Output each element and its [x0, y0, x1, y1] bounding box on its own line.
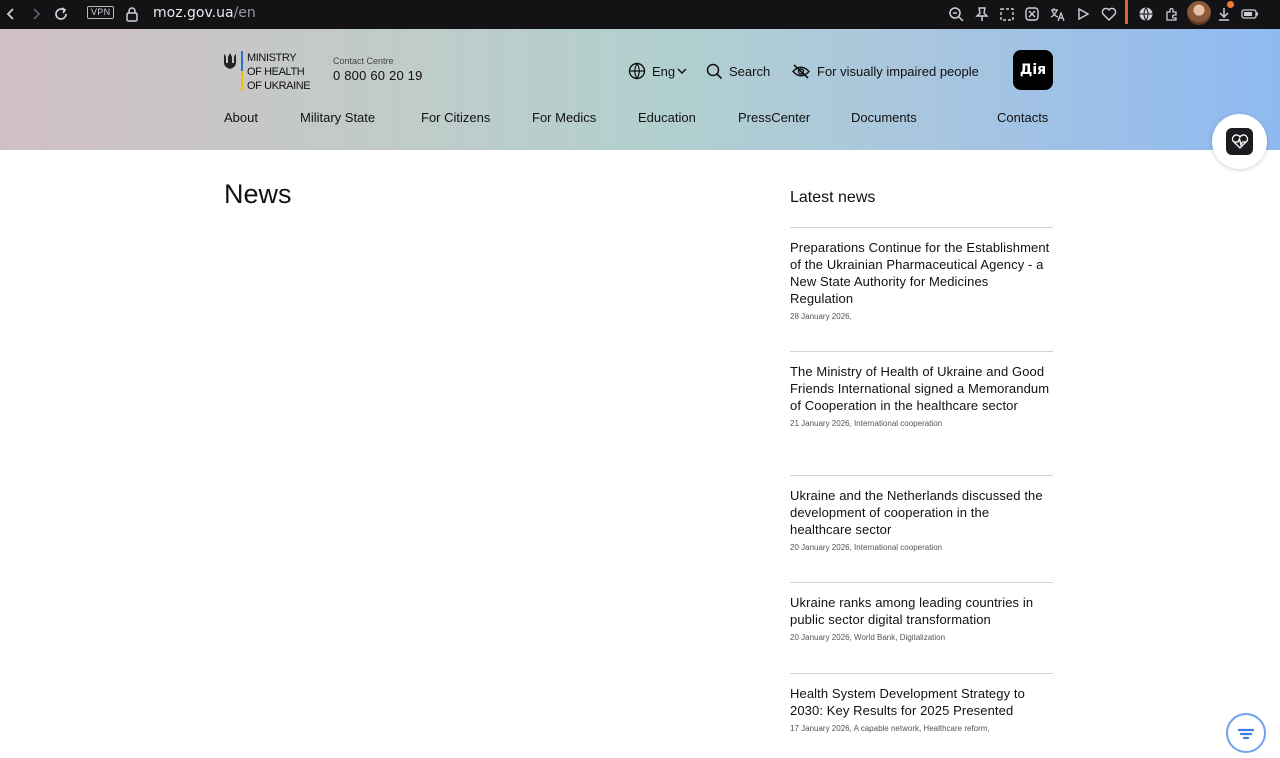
trident-icon: [223, 52, 237, 70]
logo-text: [247, 51, 310, 93]
translate-icon[interactable]: [1047, 4, 1067, 24]
nav-documents[interactable]: Documents: [851, 110, 917, 125]
extensions-icon[interactable]: [1162, 4, 1182, 24]
heartbeat-icon: [1230, 134, 1250, 150]
news-item-title[interactable]: Preparations Continue for the Establishment of the Ukrainian Pharmaceutical Agency - a New State Authority for Medicines Regulation: [790, 240, 1050, 306]
adblock-icon[interactable]: [1022, 4, 1042, 24]
news-item[interactable]: [790, 227, 1053, 321]
search-button[interactable]: [706, 62, 770, 80]
url-path: /en: [233, 5, 256, 21]
logo-line-1: MINISTRY: [247, 52, 297, 64]
reload-icon[interactable]: [51, 4, 71, 24]
visually-impaired-toggle[interactable]: [791, 62, 979, 80]
ministry-logo[interactable]: [223, 51, 311, 93]
diia-button[interactable]: Дія: [1013, 50, 1053, 90]
profile-avatar[interactable]: [1187, 1, 1211, 25]
news-item[interactable]: [790, 582, 1053, 642]
language-label: Eng: [652, 63, 676, 79]
logo-line-3: OF UKRAINE: [247, 80, 311, 92]
vpn-badge[interactable]: VPN: [87, 6, 114, 19]
nav-education[interactable]: Education: [638, 110, 696, 125]
news-item-meta: 17 January 2026, A capable network, Healthcare reform,: [790, 724, 990, 733]
forward-icon[interactable]: [26, 4, 46, 24]
visually-impaired-label: For visually impaired people: [817, 63, 979, 79]
url-host: moz.gov.ua: [153, 5, 234, 21]
site-header: [0, 29, 1280, 150]
search-label: Search: [729, 63, 771, 79]
news-item-title[interactable]: Ukraine ranks among leading countries in public sector digital transformation: [790, 595, 1034, 627]
news-item-title[interactable]: The Ministry of Health of Ukraine and Good Friends International signed a Memorandum of Cooperation in the healthcare sector: [790, 364, 1050, 413]
notification-dot: [1227, 1, 1234, 8]
battery-icon[interactable]: [1240, 4, 1260, 24]
nav-contacts[interactable]: Contacts: [997, 110, 1049, 125]
logo-flag-bar: [241, 51, 243, 91]
back-icon[interactable]: [1, 4, 21, 24]
news-item-title[interactable]: Ukraine and the Netherlands discussed the development of cooperation in the healthcare sector: [790, 488, 1043, 537]
logo-line-2: OF HEALTH: [247, 66, 305, 78]
search-icon: [706, 63, 723, 80]
news-item-meta: 28 January 2026,: [790, 312, 852, 321]
pin-icon[interactable]: [972, 4, 992, 24]
play-icon[interactable]: [1073, 4, 1093, 24]
lock-icon[interactable]: [122, 4, 142, 24]
contact-label: Contact Centre: [333, 56, 394, 66]
news-item[interactable]: [790, 475, 1053, 552]
screenshot-icon[interactable]: [997, 4, 1017, 24]
nav-for-citizens[interactable]: For Citizens: [421, 110, 491, 125]
chat-button[interactable]: [1226, 713, 1266, 753]
news-item-meta: 21 January 2026, International cooperation: [790, 419, 943, 428]
contact-phone[interactable]: 0 800 60 20 19: [333, 68, 423, 83]
latest-news-title: Latest news: [790, 189, 876, 206]
globe-icon[interactable]: [1136, 4, 1156, 24]
eye-slash-icon: [791, 63, 811, 80]
chat-icon: [1235, 725, 1257, 741]
toolbar-separator: [1125, 0, 1128, 24]
news-item-title[interactable]: Health System Development Strategy to 2030: Key Results for 2025 Presented: [790, 686, 1025, 718]
nav-for-medics[interactable]: For Medics: [532, 110, 597, 125]
heart-icon[interactable]: [1099, 4, 1119, 24]
news-item-meta: 20 January 2026, World Bank, Digitalization: [790, 633, 946, 642]
news-item-meta: 20 January 2026, International cooperation: [790, 543, 943, 552]
pulse-icon-box: [1226, 128, 1253, 155]
globe-icon: [628, 62, 646, 80]
nav-presscenter[interactable]: PressCenter: [738, 110, 811, 125]
nav-military-state[interactable]: Military State: [300, 110, 376, 125]
news-item[interactable]: [790, 673, 1053, 733]
nav-about[interactable]: About: [224, 110, 258, 125]
chevron-down-icon: [677, 67, 687, 75]
news-item[interactable]: [790, 351, 1053, 428]
contact-centre: [333, 56, 423, 83]
address-bar[interactable]: [153, 5, 256, 21]
browser-toolbar: [0, 0, 1280, 29]
language-selector[interactable]: [628, 62, 687, 80]
health-pulse-button[interactable]: [1212, 114, 1267, 169]
main-navigation: [0, 110, 1280, 128]
page-title: News: [224, 179, 292, 209]
zoom-icon[interactable]: [946, 4, 966, 24]
